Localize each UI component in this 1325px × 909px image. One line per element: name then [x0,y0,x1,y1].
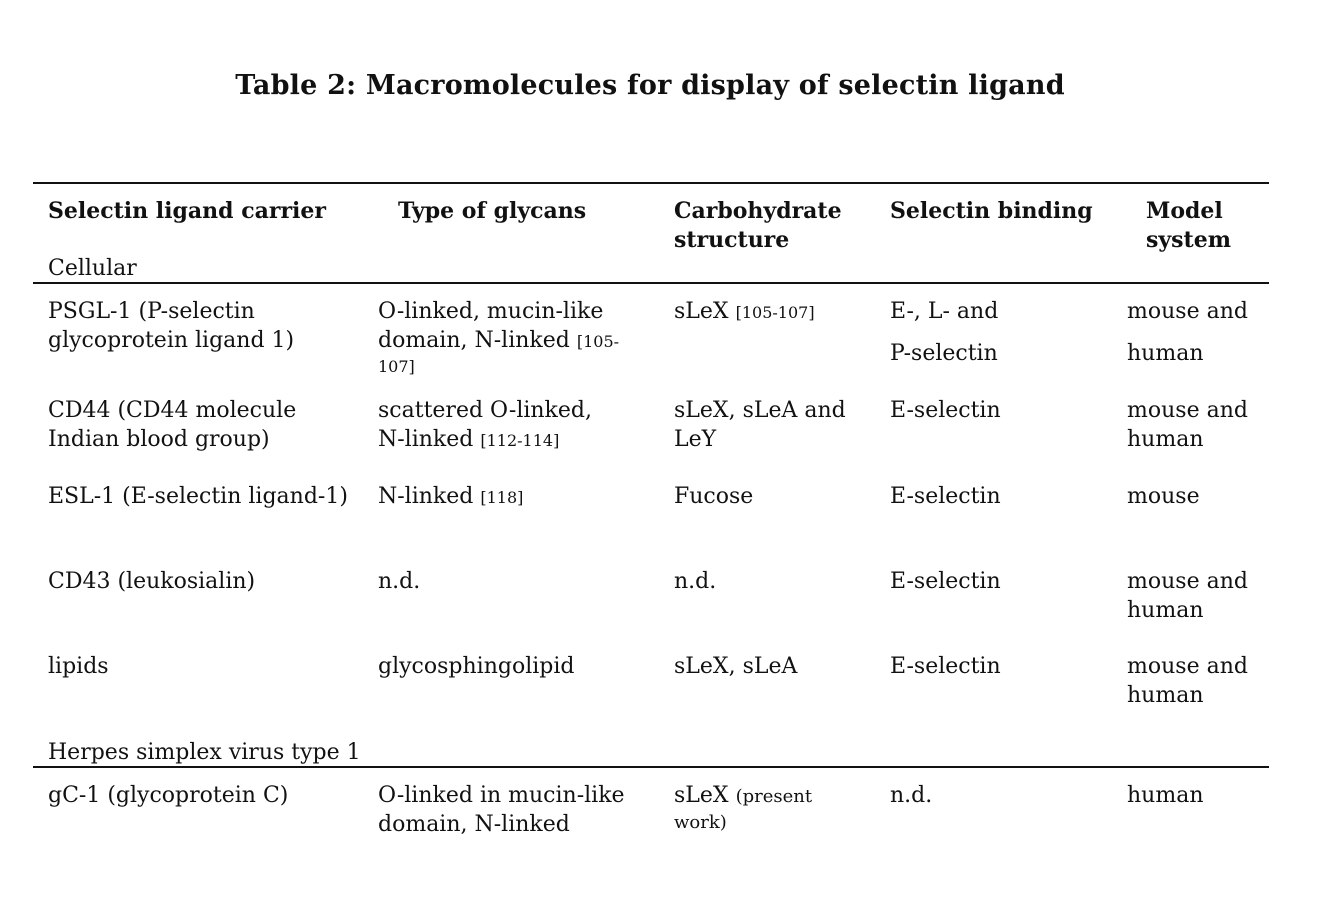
row3-carrier: ESL-1 (E-selectin ligand-1) [48,484,348,509]
row5-model-line1: mouse and [1127,654,1248,679]
row2-carrier-line2: Indian blood group) [48,427,270,452]
row2-carbohydrate [674,396,846,454]
row1-glycans-line1: O-linked, mucin-like [378,299,604,324]
header-carbohydrate [674,197,842,255]
header-model-line1: Model [1146,198,1223,224]
row2-binding: E-selectin [890,398,1001,423]
row3-model: mouse [1127,484,1200,509]
row6-carbohydrate-note: (present [735,786,813,807]
row6-carbohydrate-note-cont: work) [674,812,727,833]
row4-carbohydrate: n.d. [674,569,717,594]
row6-carrier: gC-1 (glycoprotein C) [48,783,289,808]
header-carbohydrate-line1: Carbohydrate [674,198,842,224]
row1-carbohydrate: sLeX [105-107] [674,299,815,324]
table-top-rule [33,182,1269,184]
header-bottom-rule [33,282,1269,284]
row1-carrier-line2: glycoprotein ligand 1) [48,328,295,353]
row3-glycans-ref: [118] [480,488,524,507]
header-glycans: Type of glycans [398,198,587,224]
row2-model [1127,396,1248,454]
row1-model-line2: human [1127,341,1204,366]
row6-glycans-line2: domain, N-linked [378,812,570,837]
row1-glycans-ref-cont: 107] [378,357,415,376]
row2-model-line1: mouse and [1127,398,1248,423]
row6-glycans [378,781,625,839]
row2-carrier [48,396,296,454]
row6-carbohydrate-line1: sLeX (present [674,783,813,808]
row6-carbohydrate [674,781,812,835]
row3-glycans: N-linked [118] [378,484,524,509]
row2-glycans-ref: [112-114] [480,431,560,450]
header-carrier: Selectin ligand carrier [48,198,326,224]
row3-carbohydrate: Fucose [674,484,754,509]
row1-carrier [48,297,294,355]
row4-model [1127,567,1248,625]
row1-model-line1: mouse and [1127,299,1248,324]
row2-carbohydrate-line2: LeY [674,427,717,452]
row2-glycans [378,396,592,455]
row5-model [1127,652,1248,710]
row5-model-line2: human [1127,683,1204,708]
row1-carbohydrate-ref: [105-107] [735,303,815,322]
row1-glycans-ref: [105- [576,332,620,351]
row4-model-line2: human [1127,598,1204,623]
row2-glycans-line2: N-linked [112-114] [378,427,560,452]
row6-model: human [1127,783,1204,808]
row3-binding: E-selectin [890,484,1001,509]
header-carbohydrate-line2: structure [674,227,790,253]
row2-glycans-line1: scattered O-linked, [378,398,592,423]
row5-glycans: glycosphingolipid [378,654,575,679]
row4-model-line1: mouse and [1127,569,1248,594]
row4-binding: E-selectin [890,569,1001,594]
row2-carrier-line1: CD44 (CD44 molecule [48,398,297,423]
row2-model-line2: human [1127,427,1204,452]
section-label-herpes: Herpes simplex virus type 1 [48,740,361,765]
row4-glycans: n.d. [378,569,421,594]
row6-binding: n.d. [890,783,933,808]
table-title: Table 2: Macromolecules for display of selectin ligand [235,70,1065,101]
section-label-cellular: Cellular [48,256,137,281]
row1-glycans [378,297,619,378]
row1-glycans-line2: domain, N-linked [105- [378,328,620,353]
row1-carrier-line1: PSGL-1 (P-selectin [48,299,255,324]
row1-binding-line2: P-selectin [890,341,998,366]
row6-glycans-line1: O-linked in mucin-like [378,783,625,808]
row2-carbohydrate-line1: sLeX, sLeA and [674,398,846,423]
row5-binding: E-selectin [890,654,1001,679]
header-model [1146,197,1231,255]
row4-carrier: CD43 (leukosialin) [48,569,256,594]
header-binding: Selectin binding [890,198,1093,224]
row5-carbohydrate: sLeX, sLeA [674,654,798,679]
row1-binding-line1: E-, L- and [890,299,999,324]
header-model-line2: system [1146,227,1231,253]
row5-carrier: lipids [48,654,109,679]
